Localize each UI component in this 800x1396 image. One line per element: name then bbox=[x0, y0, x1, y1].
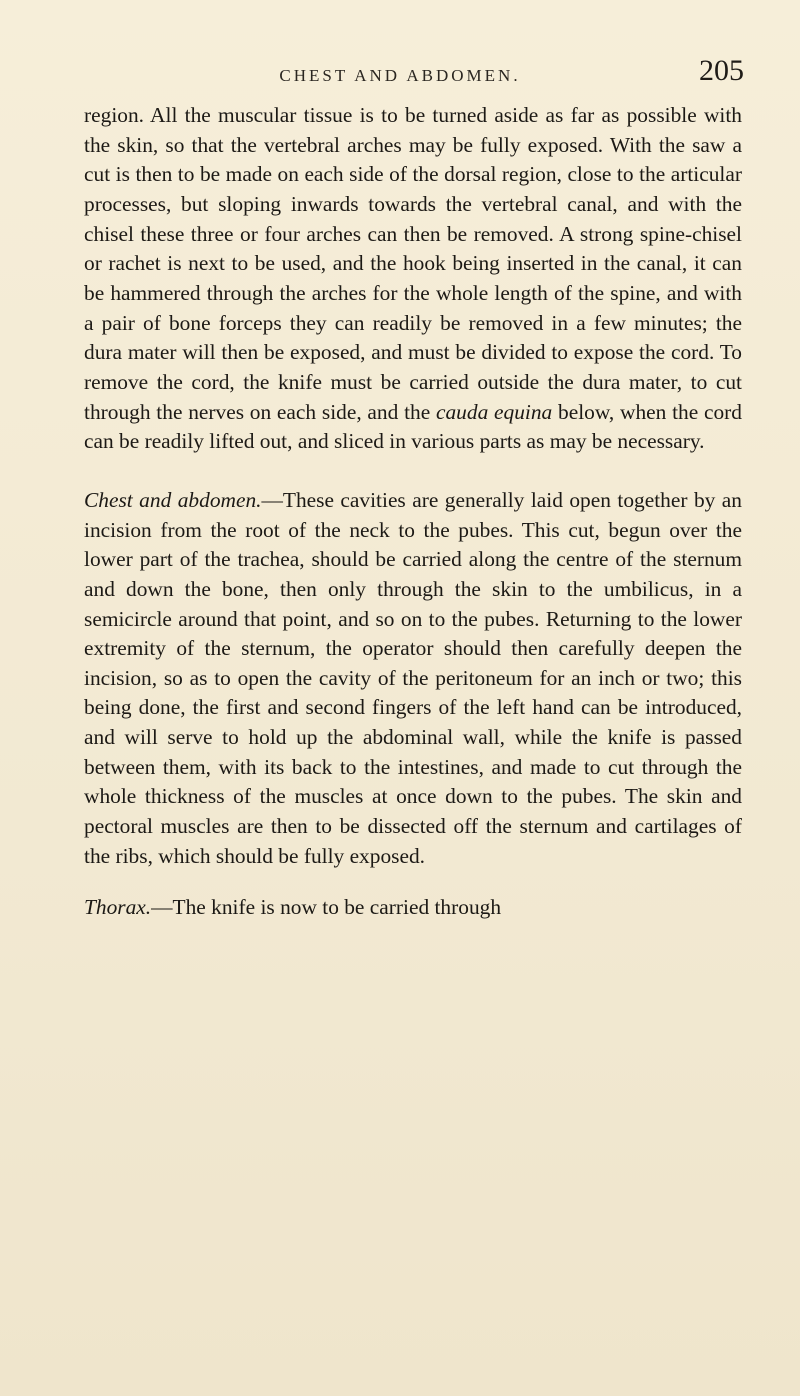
section-heading: Thorax. bbox=[84, 895, 152, 920]
section-heading: Chest and abdomen. bbox=[84, 487, 262, 512]
running-head: CHEST AND ABDOMEN. bbox=[279, 66, 521, 85]
paragraph-thorax bbox=[84, 893, 742, 923]
paragraph-text: —The knife is now to be carried through bbox=[151, 895, 502, 920]
paragraph-text-continued: below, when the cord can be readily lifted out, and sliced in various parts as may be necessary. bbox=[84, 399, 743, 454]
italic-term: cauda equina bbox=[435, 399, 553, 424]
paragraph-text: —These cavities are generally laid open together by an incision from the root of the neck to the pubes. This cut, begun over the lower part of the trachea, should be carried along the centre of the sternum and down the bone, then only through the skin to the umbilicus, in a semicircle around that point, and so on to the pubes. Returning to the lower extremity of the sternum, the operator should then carefully deepen the incision, so as to open the cavity of the peritoneum for an inch or two; this being done, the first and second fingers of the left hand can be introduced, and will serve to hold up the abdominal wall, while the knife is passed between them, with its back to the intestines, and made to cut through the whole thickness of the muscles at once down to the pubes. The skin and pectoral muscles are then to be dissected off the sternum and cartilages of the ribs, which should be fully exposed. bbox=[84, 487, 742, 868]
paragraph-gap bbox=[84, 871, 742, 893]
page-number: 205 bbox=[699, 54, 744, 87]
paragraph-text: region. All the muscular tissue is to be turned aside as far as possible with the skin, so that the vertebral arches may be fully exposed. With the saw a cut is then to be made on each side of the dorsal region, close to the articular processes, but sloping inwards towards the vertebral canal, and with the chisel these three or four arches can then be removed. A strong spine-chisel or rachet is next to be used, and the hook being inserted in the canal, it can be hammered through the arches for the whole length of the spine, and with a pair of bone forceps they can readily be removed in a few minutes; the dura mater will then be exposed, and must be divided to expose the cord. To remove the cord, the knife must be carried outside the dura mater, to cut through the nerves on each side, and the bbox=[84, 103, 742, 424]
page-header bbox=[0, 52, 800, 92]
paragraph-spine bbox=[84, 101, 742, 457]
paragraph-chest-abdomen bbox=[84, 486, 742, 872]
paragraph-gap bbox=[84, 457, 742, 486]
body-text bbox=[84, 101, 742, 923]
